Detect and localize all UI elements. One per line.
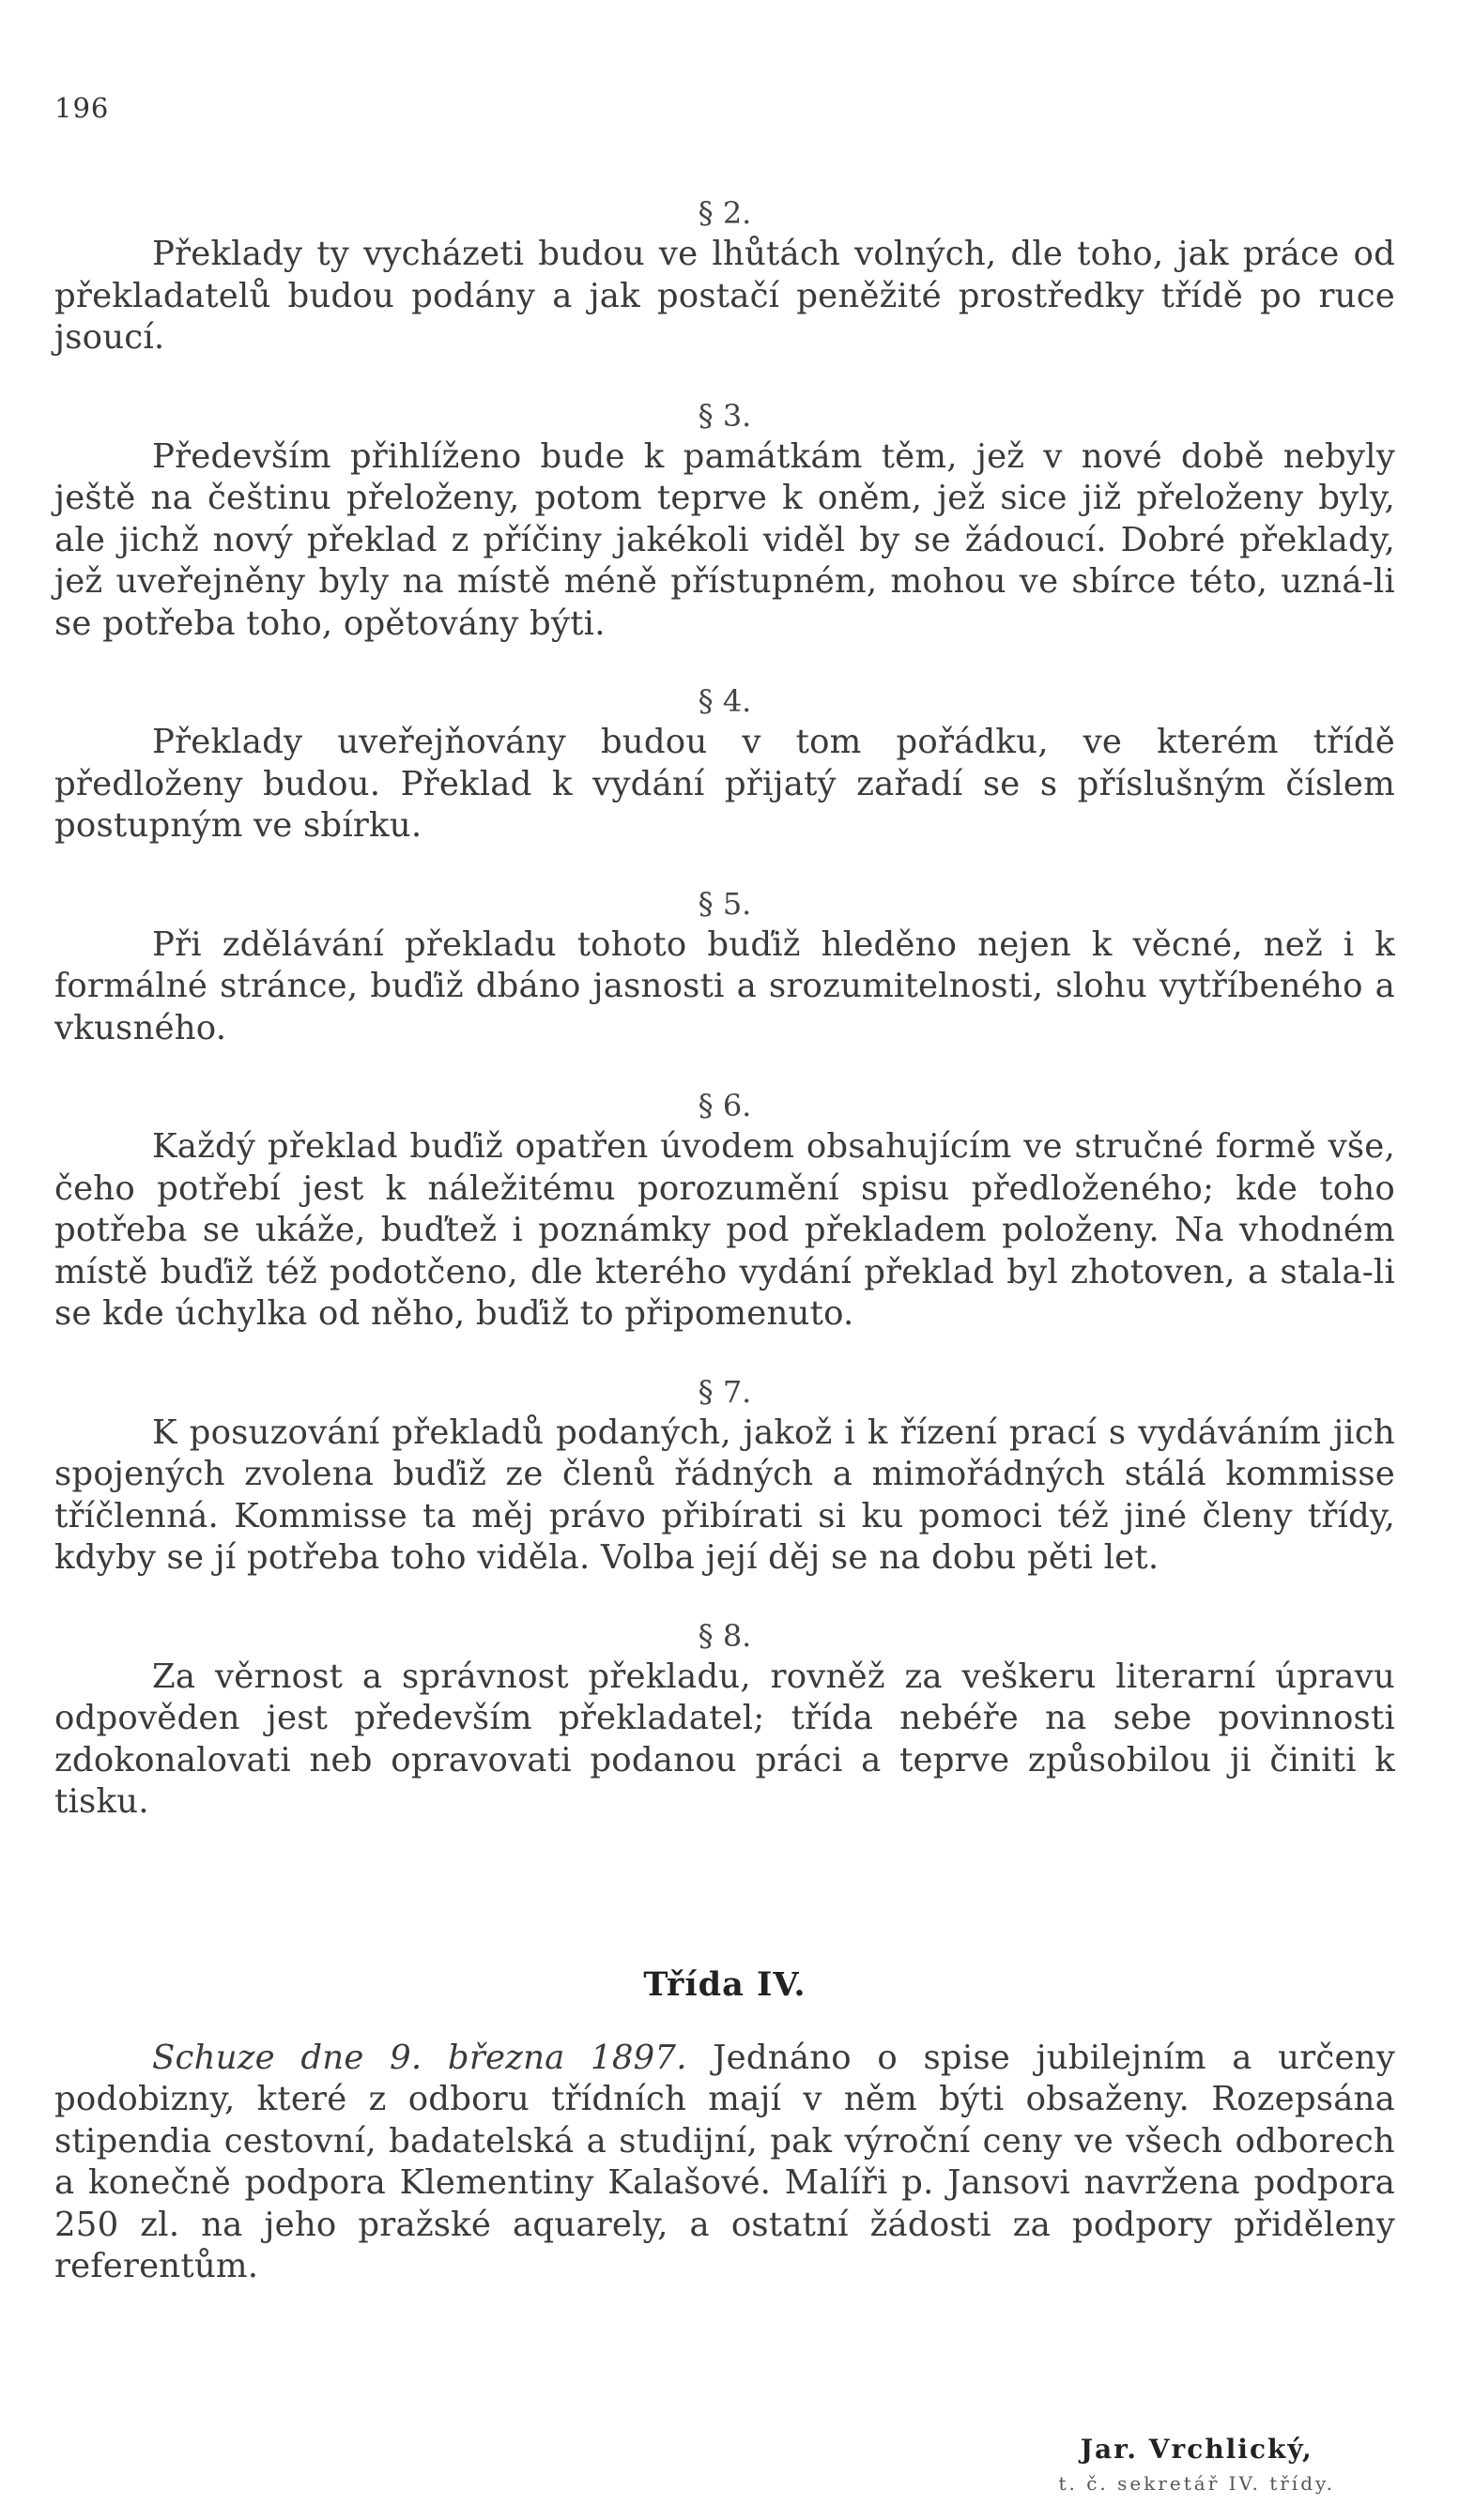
section-4-mark: § 4.	[698, 683, 752, 719]
section-3-mark: § 3.	[698, 397, 752, 434]
section-8-mark: § 8.	[698, 1617, 752, 1654]
section-6-mark: § 6.	[698, 1088, 752, 1123]
section-2-mark: § 2.	[698, 195, 752, 231]
signature-block	[1058, 2434, 1335, 2496]
main-text	[54, 192, 1395, 2288]
section-7-text: K posuzování překladů podaných, jakož i k řízení prací s vydáváním jich spojených zvolena buďiž ze členů řádných a mimořádných stálá kommisse tříčlenná. Kommisse ta měj právo přibírati si ku pomoci též jiné členy třídy, kdyby se jí potřeba toho viděla. Volba její děj se na dobu pěti let.	[54, 1413, 1395, 1577]
section-6-text: Každý překlad buďiž opatřen úvodem obsahujícím ve stručné formě vše, čeho potřebí jest k náležitému porozumění spisu předloženého; kde toho potřeba se ukáže, buďtež i poznámky pod překladem položeny. Na vhodném místě buďiž též podotčeno, dle kterého vydání překlad byl zhotoven, a stala-li se kde úchylka od něho, buďiž to připomenuto.	[54, 1127, 1395, 1333]
section-7-mark: § 7.	[698, 1373, 752, 1410]
section-5-mark: § 5.	[698, 885, 752, 922]
section-3-text: Především přihlíženo bude k památkám těm, jež v nové době nebyly ještě na češtinu přeloženy, potom teprve k oněm, jež sice již přeloženy byly, ale jichž nový překlad z příčiny jakékoli viděl by se žádoucí. Dobré překlady, jež uveřejněny byly na místě méně přístupném, mohou ve sbírce této, uzná-li se potřeba toho, opětovány býti.	[54, 436, 1395, 643]
section-4-text: Překlady uveřejňovány budou v tom pořádku, ve kterém třídě předloženy budou. Překlad k vydání přijatý zařadí se s příslušným číslem postupným ve sbírku.	[54, 723, 1395, 845]
section-8-text: Za věrnost a správnost překladu, rovněž za veškeru literarní úpravu odpověden jest především překladatel; třída nebéře na sebe povinnosti zdokonalovati neb opravovati podanou práci a teprve způsobilou ji činiti k tisku.	[54, 1657, 1395, 1821]
class-iv-title: Třída IV.	[643, 1964, 806, 2004]
signature-role: t. č. sekretář IV. třídy.	[1058, 2472, 1335, 2495]
meeting-paragraph	[54, 2038, 1395, 2288]
section-2-text: Překlady ty vycházeti budou ve lhůtách volných, dle toho, jak práce od překladatelů budou podány a jak postačí peněžité prostředky třídě po ruce jsoucí.	[54, 235, 1395, 357]
page-number: 196	[54, 92, 110, 124]
section-5-text: Při zdělávání překladu tohoto buďiž hleděno nejen k věcné, než i k formálné stránce, buďiž dbáno jasnosti a srozumitelnosti, slohu vytříbeného a vkusného.	[54, 924, 1395, 1047]
signature-name: Jar. Vrchlický,	[1080, 2434, 1313, 2465]
meeting-date: Schuze dne 9. března 1897.	[152, 2038, 687, 2077]
meeting-text: Jednáno o spise jubilejním a určeny podobizny, které z odboru třídních mají v něm býti obsaženy. Rozepsána stipendia cestovní, badatelská a studijní, pak výroční ceny ve všech odborech a konečně podpora Klementiny Kalašové. Malíři p. Jansovi navržena podpora 250 zl. na jeho pražské aquarely, a ostatní žádosti za podpory přiděleny referentům.	[54, 2038, 1395, 2285]
